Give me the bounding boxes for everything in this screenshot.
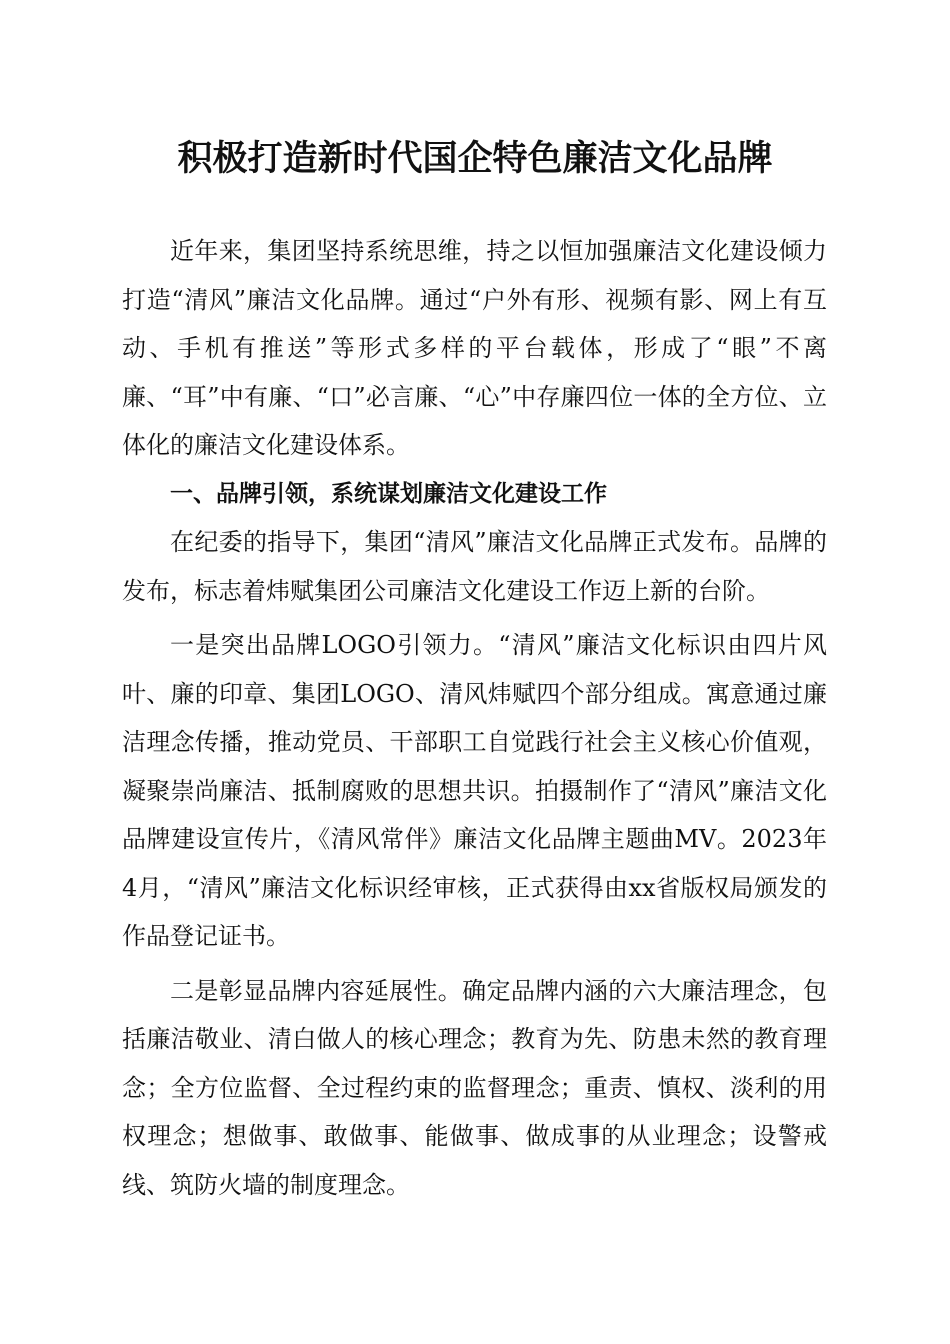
document-body <box>122 227 827 1209</box>
paragraph-body-content: 确定品牌内涵的六大廉洁理念，包括廉洁敬业、清白做人的核心理念；教育为先、防患未然的教育理念；全方位监督、全过程约束的监督理念；重责、慎权、淡利的用权理念；想做事、敢做事、能做事、做成事的从业理念；设警戒线、筑防火墙的制度理念。 <box>122 976 828 1199</box>
paragraph-lead-content: 二是彰显品牌内容延展性。 <box>170 976 463 1005</box>
section-paragraph-content <box>122 967 827 1210</box>
document-title: 积极打造新时代国企特色廉洁文化品牌 <box>177 138 773 179</box>
section-paragraph-logo <box>122 621 827 961</box>
paragraph-body-logo: “清风”廉洁文化标识由四片风叶、廉的印章、集团LOGO、清风炜赋四个部分组成。寓意通过廉洁理念传播，推动党员、干部职工自觉践行社会主义核心价值观，凝聚崇尚廉洁、抵制腐败的思想共识。拍摄制作了“清风”廉洁文化品牌建设宣传片，《清风常伴》廉洁文化品牌主题曲MV。2023年4月，“清风”廉洁文化标识经审核，正式获得由xx省版权局颁发的作品登记证书。 <box>122 631 827 950</box>
section-heading: 一、品牌引领，系统谋划廉洁文化建设工作 <box>170 480 607 507</box>
intro-paragraph: 近年来，集团坚持系统思维，持之以恒加强廉洁文化建设倾力打造“清风”廉洁文化品牌。通过“户外有形、视频有影、网上有互动、手机有推送”等形式多样的平台载体，形成了“眼”不离廉、“耳”中有廉、“口”必言廉、“心”中存廉四位一体的全方位、立体化的廉洁文化建设体系。 <box>122 237 827 459</box>
section-paragraph-release: 在纪委的指导下，集团“清风”廉洁文化品牌正式发布。品牌的发布，标志着炜赋集团公司廉洁文化建设工作迈上新的台阶。 <box>122 528 827 605</box>
paragraph-lead-logo: 一是突出品牌LOGO引领力。 <box>170 631 499 659</box>
